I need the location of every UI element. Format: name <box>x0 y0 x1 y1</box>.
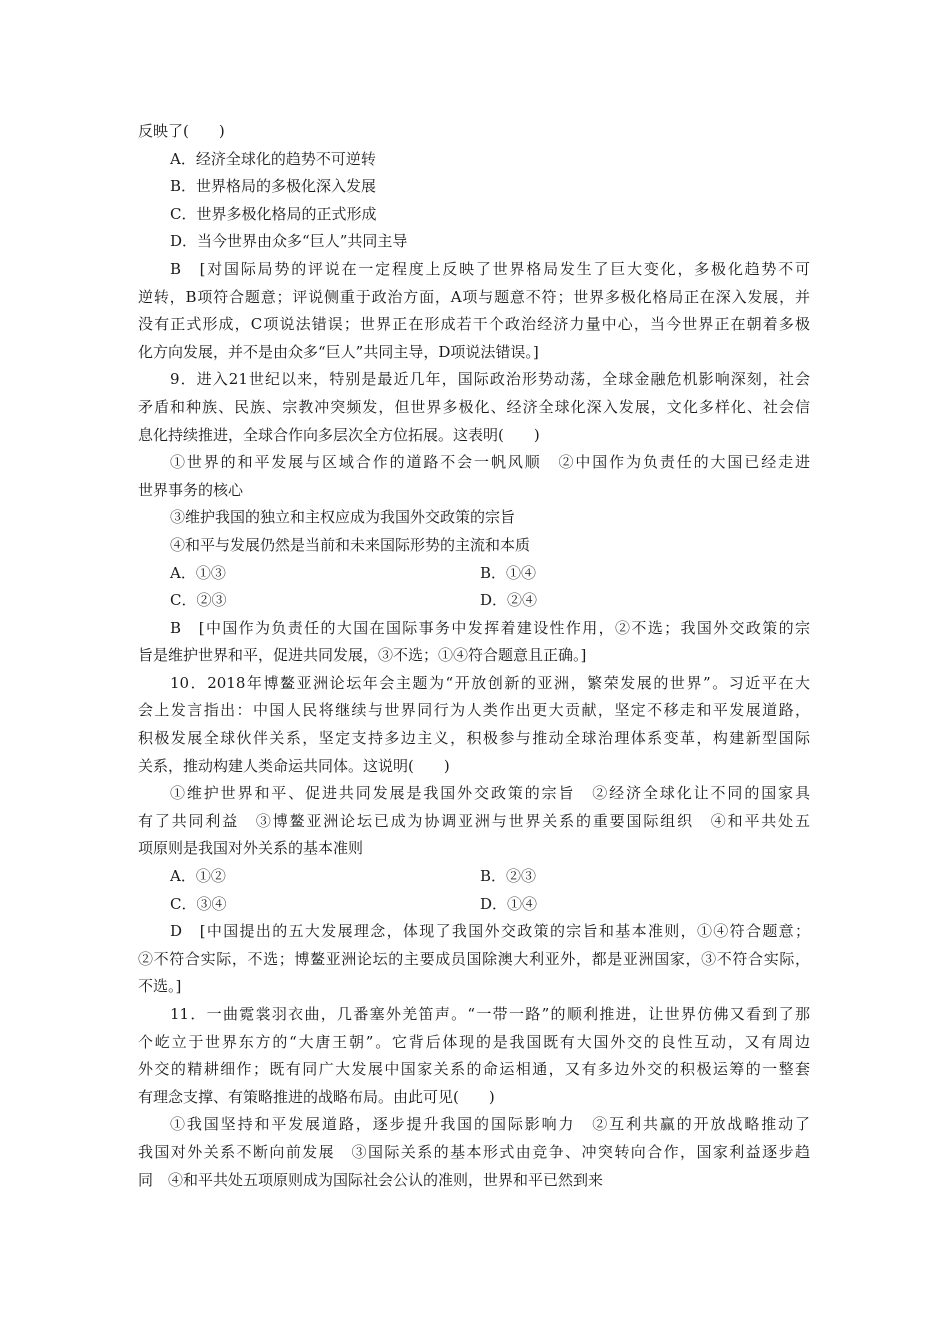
text-line: 矛盾和种族、民族、宗教冲突频发，但世界多极化、经济全球化深入发展，文化多样化、社会信 <box>138 397 810 416</box>
text-line: D．当今世界由众多“巨人”共同主导 <box>170 232 408 251</box>
text-line: 我国对外关系不断向前发展 ③国际关系的基本形式由竞争、冲突转向合作，国家利益逐步趋 <box>138 1142 810 1161</box>
text-line: 外交的精耕细作；既有同广大发展中国家关系的命运相通，又有多边外交的积极运筹的一整套 <box>138 1060 810 1079</box>
text-line: 不选。] <box>138 977 182 996</box>
text-line: 11．一曲霓裳羽衣曲，几番塞外羌笛声。“一带一路”的顺利推进，让世界仿佛又看到了那 <box>170 1005 810 1023</box>
text-line: A．经济全球化的趋势不可逆转 <box>170 149 376 168</box>
option-right: B．①④ <box>480 563 537 582</box>
document-body <box>138 118 810 1194</box>
option-right: D．②④ <box>480 591 538 610</box>
text-line: B [对国际局势的评说在一定程度上反映了世界格局发生了巨大变化，多极化趋势不可 <box>170 259 810 278</box>
text-line: ①我国坚持和平发展道路，逐步提升我国的国际影响力 ②互利共赢的开放战略推动了 <box>170 1115 810 1134</box>
text-line: 息化持续推进，全球合作向多层次全方位拓展。这表明( ) <box>138 425 540 444</box>
text-line: 10．2018年博鳌亚洲论坛年会主题为“开放创新的亚洲，繁荣发展的世界”。习近平在大 <box>170 673 810 692</box>
text-line: C．世界多极化格局的正式形成 <box>170 204 377 223</box>
option-left: A．①② <box>170 867 226 886</box>
option-right: D．①④ <box>480 894 538 913</box>
text-line: 积极发展全球伙伴关系，坚定支持多边主义，积极参与推动全球治理体系变革，构建新型国际 <box>138 729 810 748</box>
option-left: C．②③ <box>170 591 227 610</box>
text-line: 世界事务的核心 <box>138 480 244 499</box>
text-line: 会上发言指出：中国人民将继续与世界同行为人类作出更大贡献，坚定不移走和平发展道路， <box>138 701 810 720</box>
text-line: ①世界的和平发展与区域合作的道路不会一帆风顺 ②中国作为负责任的大国已经走进 <box>170 453 810 472</box>
option-row <box>138 891 810 919</box>
text-line: 项原则是我国对外关系的基本准则 <box>138 839 364 858</box>
text-line: ③维护我国的独立和主权应成为我国外交政策的宗旨 <box>170 508 516 527</box>
text-line: ④和平与发展仍然是当前和未来国际形势的主流和本质 <box>170 535 531 554</box>
text-line: D [中国提出的五大发展理念，体现了我国外交政策的宗旨和基本准则，①④符合题意； <box>170 922 810 941</box>
text-line: ②不符合实际，不选；博鳌亚洲论坛的主要成员国除澳大利亚外，都是亚洲国家，③不符合实际， <box>138 949 810 968</box>
option-right: B．②③ <box>480 867 537 886</box>
text-line: 逆转，B项符合题意；评说侧重于政治方面，A项与题意不符；世界多极化格局正在深入发展，并 <box>138 287 810 306</box>
text-line: 没有正式形成，C项说法错误；世界正在形成若干个政治经济力量中心，当今世界正在朝着多极 <box>138 315 810 334</box>
text-line: 9．进入21世纪以来，特别是最近几年，国际政治形势动荡，全球金融危机影响深刻，社会 <box>170 370 810 389</box>
option-left: C．③④ <box>170 894 227 913</box>
option-left: A．①③ <box>170 563 226 582</box>
text-line: 反映了( ) <box>138 122 225 140</box>
option-row <box>138 863 810 891</box>
text-line: 关系，推动构建人类命运共同体。这说明( ) <box>138 756 450 775</box>
text-line: B．世界格局的多极化深入发展 <box>170 177 377 196</box>
text-line: 有了共同利益 ③博鳌亚洲论坛已成为协调亚洲与世界关系的重要国际组织 ④和平共处五 <box>138 811 810 830</box>
text-line: 个屹立于世界东方的“大唐王朝”。它背后体现的是我国既有大国外交的良性互动，又有周边 <box>138 1032 810 1051</box>
text-line: 旨是维护世界和平，促进共同发展，③不选；①④符合题意且正确。] <box>138 646 587 665</box>
option-row <box>138 560 810 588</box>
text-line: ①维护世界和平、促进共同发展是我国外交政策的宗旨 ②经济全球化让不同的国家具 <box>170 784 810 803</box>
text-line: B [中国作为负责任的大国在国际事务中发挥着建设性作用，②不选；我国外交政策的宗 <box>170 618 810 637</box>
text-line: 同 ④和平共处五项原则成为国际社会公认的准则，世界和平已然到来 <box>138 1170 604 1189</box>
text-line: 化方向发展，并不是由众多“巨人”共同主导，D项说法错误。] <box>138 342 539 361</box>
text-line: 有理念支撑、有策略推进的战略布局。由此可见( ) <box>138 1087 495 1106</box>
option-row <box>138 587 810 615</box>
